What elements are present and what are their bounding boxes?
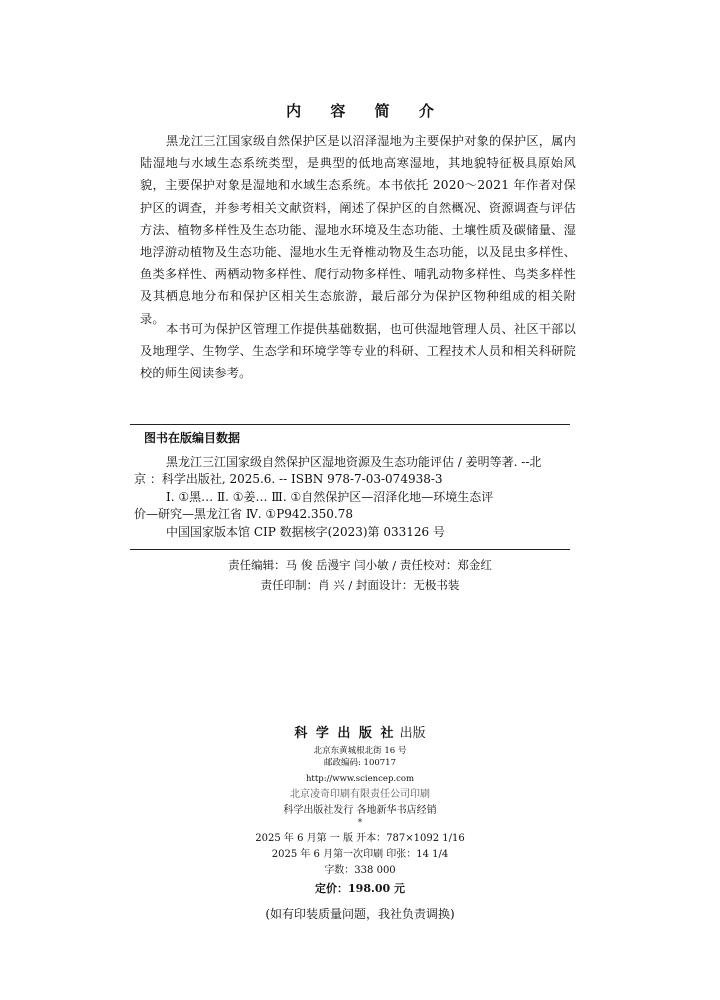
publisher-url: http://www.sciencep.com (305, 774, 415, 784)
credits-production: 责任印制：肖 兴 / 封面设计：无极书装 (260, 578, 460, 592)
cip-block (130, 430, 570, 541)
cip-line: 黑龙江三江国家级自然保护区湿地资源及生态功能评估 / 姜明等著. --北 (166, 454, 542, 469)
cip-line: 京 ：科学出版社, 2025.6. -- ISBN 978-7-03-074938-3 (134, 472, 443, 486)
publisher-postcode: 邮政编码: 100717 (323, 758, 396, 768)
publisher-name: 科 学 出 版 社 (294, 726, 396, 741)
separator-star: * (357, 818, 363, 828)
edition-line: 2025 年 6 月第 一 版 开本：787×1092 1/16 (255, 833, 465, 844)
cip-line: 中国国家版本馆 CIP 数据核字(2023)第 033126 号 (166, 524, 445, 539)
summary-paragraph-2: 本书可为保护区管理工作提供基础数据，也可供湿地管理人员、社区干部以及地理学、生物学、生态学和环境学等专业的科研、工程技术人员和相关科研院校的师生阅读参考。 (140, 322, 576, 381)
distribution-line: 科学出版社发行 各地新华书店经销 (283, 805, 437, 816)
publisher-address: 北京东黄城根北街 16 号 (313, 746, 407, 756)
cip-line: Ⅰ. ①黑… Ⅱ. ①姜… Ⅲ. ①自然保护区—沼泽化地—环境生态评 (166, 489, 494, 504)
cip-bottom-divider (130, 549, 570, 550)
wordcount-line: 字数：338 000 (324, 865, 396, 876)
price-line: 定价：198.00 元 (315, 882, 405, 895)
credits-block (0, 555, 720, 595)
publisher-suffix: 出版 (399, 726, 426, 741)
cip-line: 价—研究—黑龙江省 Ⅳ. ①P942.350.78 (134, 507, 353, 521)
credits-editors: 责任编辑：马 俊 岳漫宇 闫小敏 / 责任校对：郑金红 (228, 558, 492, 572)
publisher-block (0, 723, 720, 923)
printing-line: 2025 年 6 月第一次印刷 印张：14 1/4 (271, 849, 449, 860)
quality-notice: (如有印装质量问题，我社负责调换) (265, 907, 455, 921)
printer-line: 北京凌奇印刷有限责任公司印刷 (290, 789, 430, 800)
page-title: 内 容 简 介 (286, 102, 446, 120)
cip-heading: 图书在版编目数据 (144, 431, 241, 445)
publisher-name-line (0, 723, 720, 745)
summary-paragraph-1: 黑龙江三江国家级自然保护区是以沼泽湿地为主要保护对象的保护区，属内陆湿地与水域生态系统类型，是典型的低地高寒湿地，其地貌特征极具原始风貌，主要保护对象是湿地和水域生态系统。本书依托 2020～2021 年作者对保护区的调查，并参考相关文献资料，阐述了保护区的自然概况、资源调查与评估方法、植物多样性及生态功能、湿地水环境及生态功能、土壤性质及碳储量、湿地浮游动植物及生态功能、湿地水生无脊椎动物及生态功能，以及昆虫多样性、鱼类多样性、两栖动物多样性、爬行动物多样性、哺乳动物多样性、鸟类多样性及其栖息地分布和保护区相关生态旅游，最后部分为保护区物种组成的相关附录。 (140, 134, 576, 326)
cip-top-divider (130, 424, 570, 425)
